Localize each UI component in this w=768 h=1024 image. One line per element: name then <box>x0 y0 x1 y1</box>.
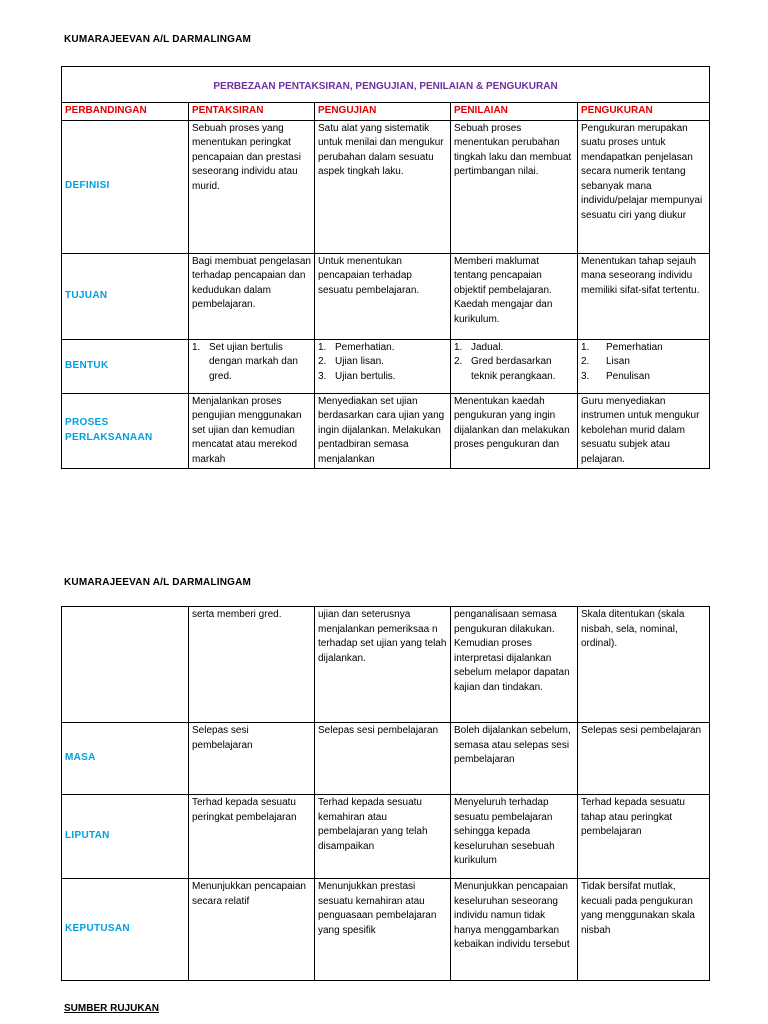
table-cell: Skala ditentukan (skala nisbah, sela, nominal, ordinal). <box>578 607 710 723</box>
table-cell: Terhad kepada sesuatu kemahiran atau pembelajaran yang telah disampaikan <box>315 795 451 879</box>
table-cell: Selepas sesi pembelajaran <box>315 723 451 795</box>
comparison-table-page-2 <box>61 606 710 981</box>
table-cell: ujian dan seterusnya menjalankan pemeriksaa n terhadap set ujian yang telah dijalankan. <box>315 607 451 723</box>
row-label: MASA <box>62 723 189 795</box>
row-label: PROSES PERLAKSANAAN <box>62 393 189 469</box>
table-cell: Boleh dijalankan sebelum, semasa atau selepas sesi pembelajaran <box>451 723 578 795</box>
row-label: DEFINISI <box>62 120 189 253</box>
comparison-table-page-1 <box>61 66 710 469</box>
table-cell: Selepas sesi pembelajaran <box>578 723 710 795</box>
table-cell: Tidak bersifat mutlak, kecuali pada pengukuran yang menggunakan skala nisbah <box>578 879 710 981</box>
table-cell: Bagi membuat pengelasan terhadap pencapaian dan kedudukan dalam pembelajaran. <box>189 253 315 339</box>
table-cell: Menentukan kaedah pengukuran yang ingin dijalankan dan melakukan proses pengukuran dan <box>451 393 578 469</box>
list-item: 2. Gred berdasarkan teknik perangkaan. <box>454 356 556 382</box>
table-cell <box>189 339 315 393</box>
table-cell: Pengukuran merupakan suatu proses untuk mendapatkan penjelasan secara numerik tentang sebanyak mana individu/pelajar mempunyai sesuatu ciri yang diukur <box>578 120 710 253</box>
table-row-masa <box>62 723 710 795</box>
header-perbandingan: PERBANDINGAN <box>62 103 189 121</box>
numbered-list <box>318 341 447 385</box>
list-item: 3. Ujian bertulis. <box>318 370 396 382</box>
list-item: 1. Set ujian bertulis dengan markah dan gred. <box>192 341 298 382</box>
header-pengujian: PENGUJIAN <box>315 103 451 121</box>
row-label <box>62 607 189 723</box>
table-cell: Menjalankan proses pengujian menggunakan set ujian dan kemudian mencatat atau merekod markah <box>189 393 315 469</box>
list-item: 1. Pemerhatian. <box>318 341 395 353</box>
author-name: KUMARAJEEVAN A/L DARMALINGAM <box>64 577 252 588</box>
numbered-list <box>192 341 311 385</box>
table-cell: penganalisaan semasa pengukuran dilakukan. Kemudian proses interpretasi dijalankan sebelum melapor dapatan kajian dan tindakan. <box>451 607 578 723</box>
row-label: BENTUK <box>62 339 189 393</box>
table-row-proses-perlaksanaan <box>62 393 710 469</box>
table-cell: Menyediakan set ujian berdasarkan cara ujian yang ingin dijalankan. Melakukan pentadbiran semasa menjalankan <box>315 393 451 469</box>
table-cell <box>451 339 578 393</box>
table-row-tujuan <box>62 253 710 339</box>
header-penilaian: PENILAIAN <box>451 103 578 121</box>
table-cell: Menunjukkan pencapaian keseluruhan seseorang individu namun tidak hanya menggambarkan kebaikan individu tersebut <box>451 879 578 981</box>
list-item: 2. Lisan <box>581 356 630 367</box>
table-title: PERBEZAAN PENTAKSIRAN, PENGUJIAN, PENILAIAN & PENGUKURAN <box>62 67 710 103</box>
list-item: 3. Penulisan <box>581 370 650 382</box>
table-cell: Sebuah proses yang menentukan peringkat pencapaian dan prestasi seseorang individu atau murid. <box>189 120 315 253</box>
header-pengukuran: PENGUKURAN <box>578 103 710 121</box>
table-cell: Selepas sesi pembelajaran <box>189 723 315 795</box>
table-row-bentuk <box>62 339 710 393</box>
table-cell: Menentukan tahap sejauh mana seseorang individu memiliki sifat-sifat tertentu. <box>578 253 710 339</box>
table-cell: Guru menyediakan instrumen untuk mengukur kebolehan murid dalam sesuatu subjek atau pelajaran. <box>578 393 710 469</box>
row-label: LIPUTAN <box>62 795 189 879</box>
table-row-definisi <box>62 120 710 253</box>
table-cell: Menunjukkan prestasi sesuatu kemahiran atau penguasaan pembelajaran yang spesifik <box>315 879 451 981</box>
row-label: TUJUAN <box>62 253 189 339</box>
numbered-list <box>581 341 706 385</box>
author-name: KUMARAJEEVAN A/L DARMALINGAM <box>64 34 252 45</box>
table-row-continued <box>62 607 710 723</box>
header-row <box>62 103 710 121</box>
table-cell: Untuk menentukan pencapaian terhadap sesuatu pembelajaran. <box>315 253 451 339</box>
list-item: 2. Ujian lisan. <box>318 356 384 367</box>
numbered-list <box>454 341 574 385</box>
table-cell <box>315 339 451 393</box>
table-row-keputusan <box>62 879 710 981</box>
table-cell: Menyeluruh terhadap sesuatu pembelajaran sehingga kepada keseluruhan sesebuah kurikulum <box>451 795 578 879</box>
table-cell: Satu alat yang sistematik untuk menilai dan mengukur perubahan dalam sesuatu aspek tingkah laku. <box>315 120 451 253</box>
table-cell: Menunjukkan pencapaian secara relatif <box>189 879 315 981</box>
list-item: 1. Jadual. <box>454 341 504 353</box>
sumber-rujukan-heading: SUMBER RUJUKAN <box>64 1003 160 1014</box>
table-cell <box>578 339 710 393</box>
row-label: KEPUTUSAN <box>62 879 189 981</box>
table-cell: Terhad kepada sesuatu tahap atau peringkat pembelajaran <box>578 795 710 879</box>
table-cell: Memberi maklumat tentang pencapaian objektif pembelajaran. Kaedah mengajar dan kurikulum. <box>451 253 578 339</box>
header-pentaksiran: PENTAKSIRAN <box>189 103 315 121</box>
table-row-liputan <box>62 795 710 879</box>
table-cell: Terhad kepada sesuatu peringkat pembelajaran <box>189 795 315 879</box>
table-cell: Sebuah proses menentukan perubahan tingkah laku dan membuat pertimbangan nilai. <box>451 120 578 253</box>
list-item: 1. Pemerhatian <box>581 341 663 353</box>
table-cell: serta memberi gred. <box>189 607 315 723</box>
